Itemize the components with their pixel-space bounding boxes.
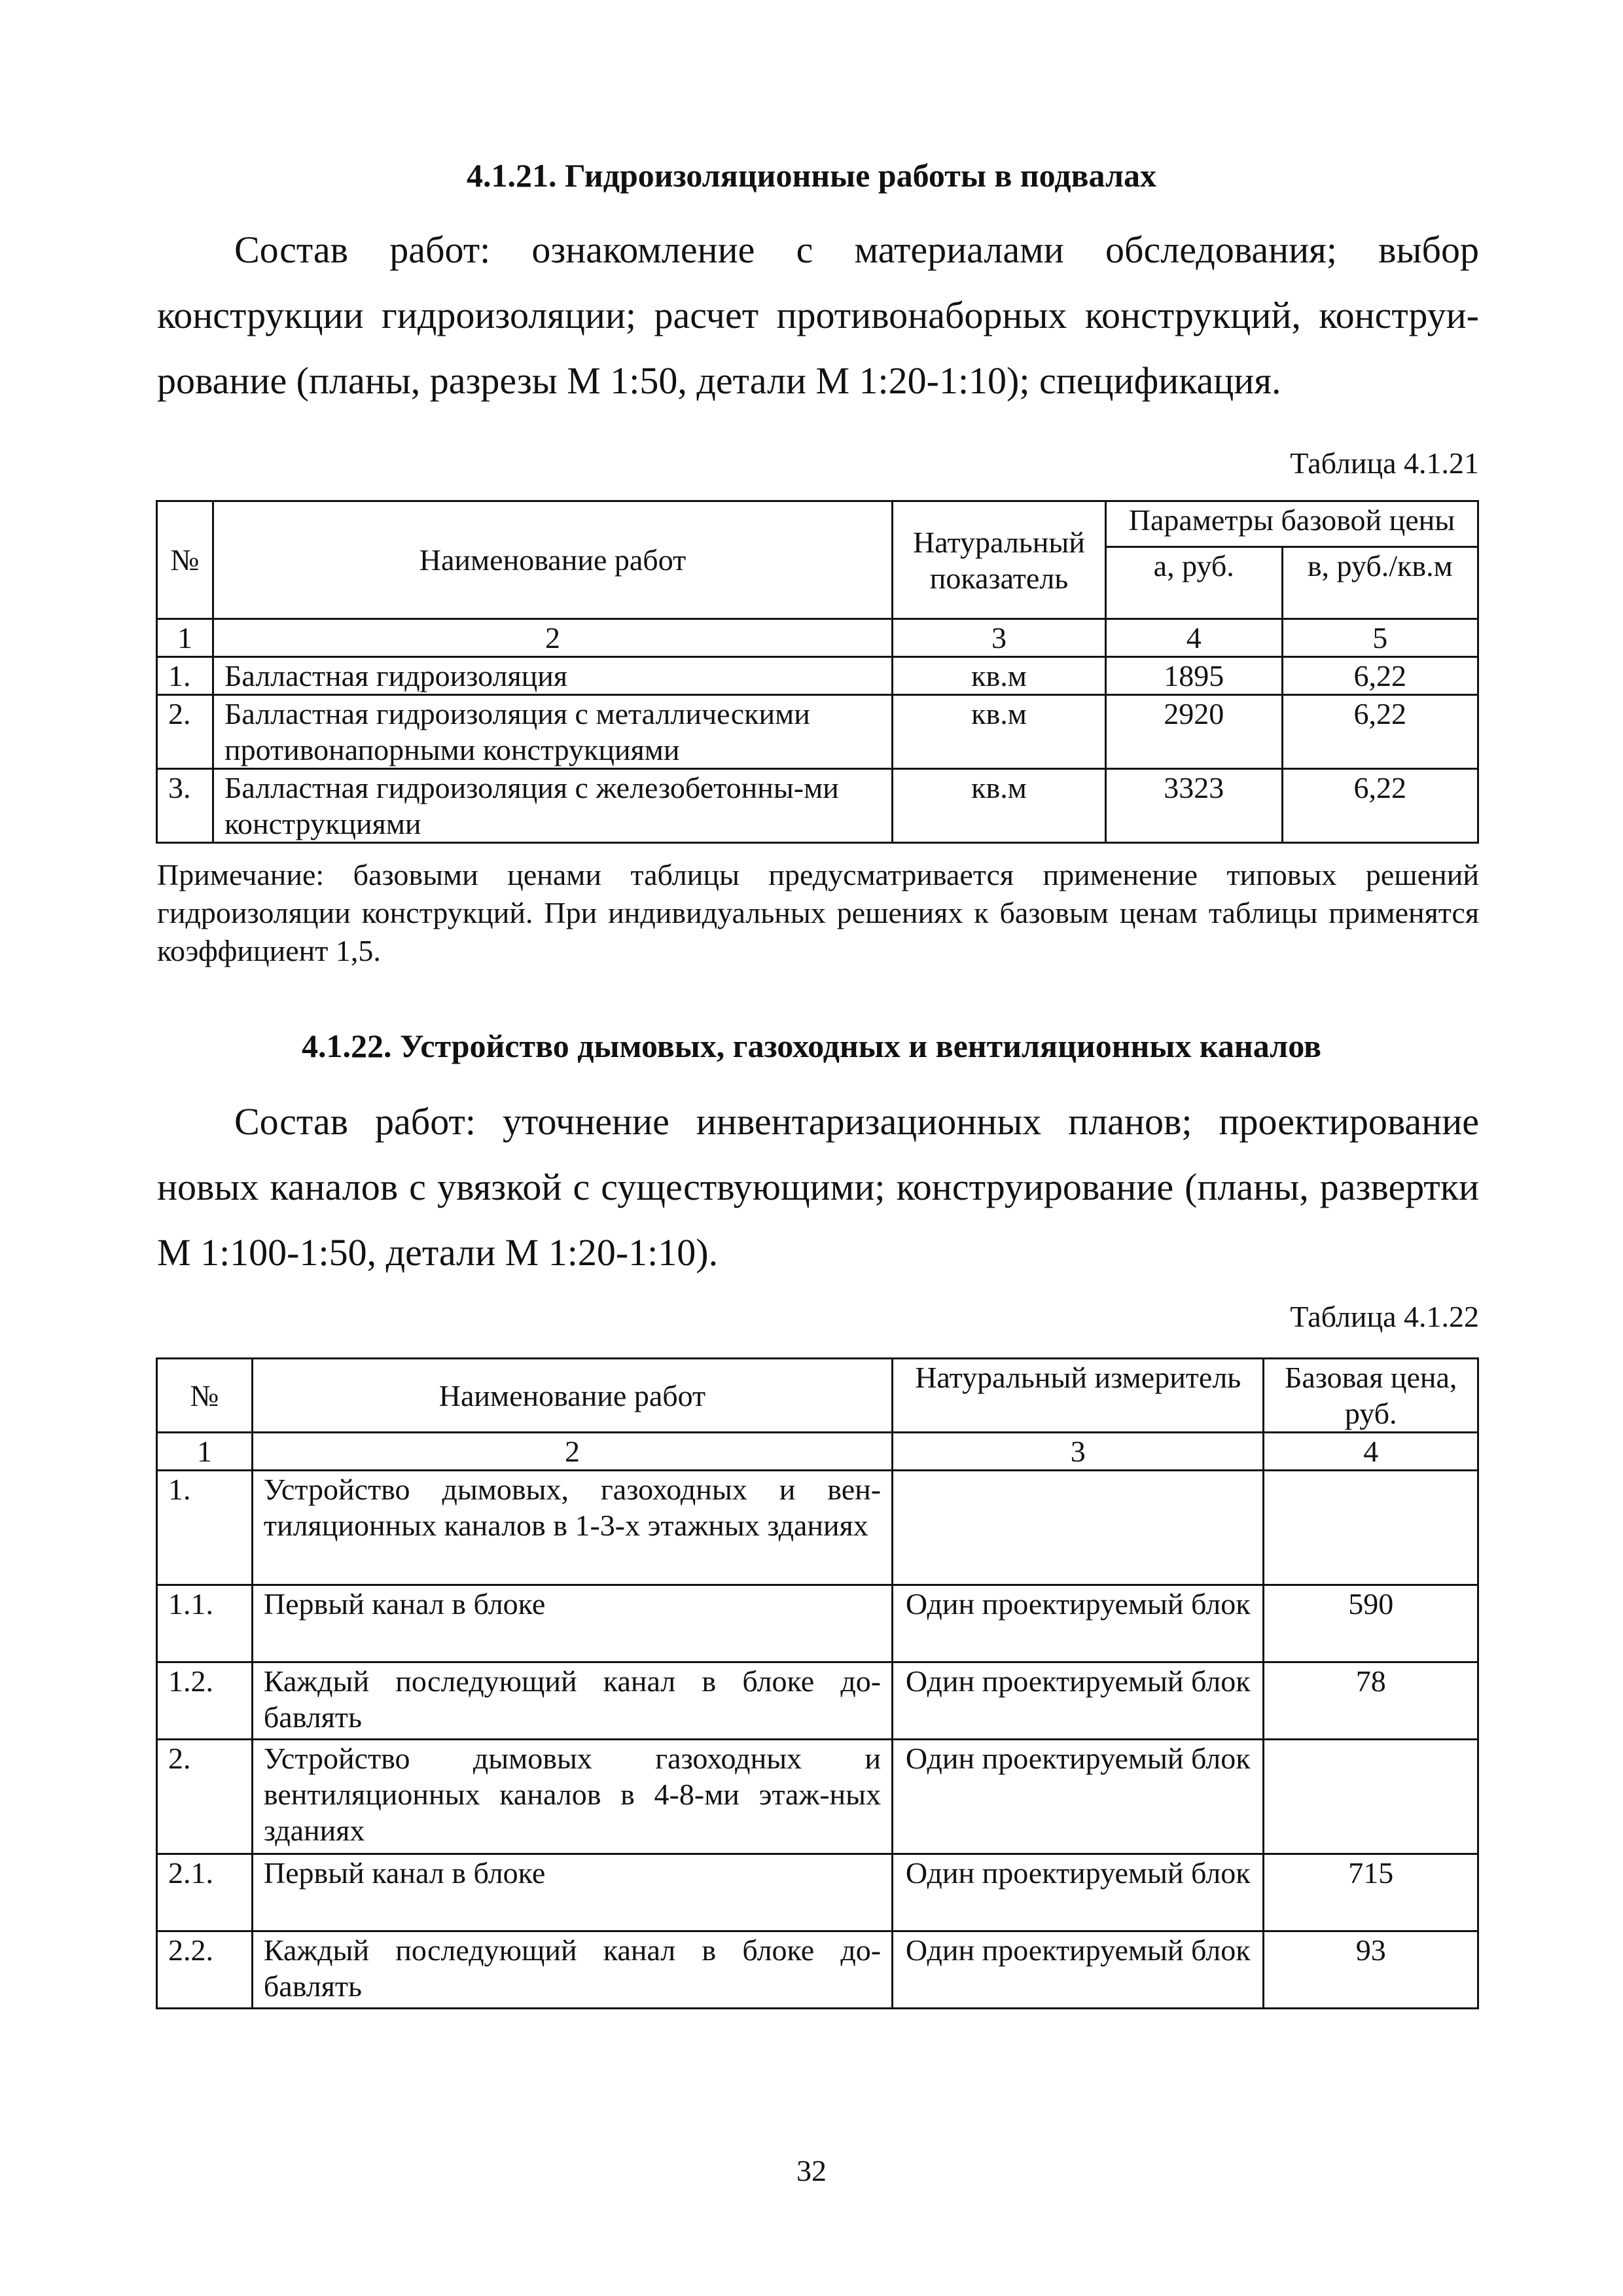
row-name: Первый канал в блоке xyxy=(252,1854,892,1931)
table-row xyxy=(157,1585,1478,1662)
table-row xyxy=(157,1740,1478,1854)
row-num: 3. xyxy=(157,769,213,843)
header-name: Наименование работ xyxy=(252,1359,892,1433)
col-number: 3 xyxy=(893,619,1106,657)
row-price: 590 xyxy=(1264,1585,1478,1662)
table-row xyxy=(157,1662,1478,1740)
row-name: Балластная гидроизоляция с металлическими противонапорными конструкциями xyxy=(213,695,892,769)
row-price xyxy=(1264,1471,1478,1585)
row-name: Балластная гидроизоляция xyxy=(213,657,892,695)
col-number: 5 xyxy=(1282,619,1478,657)
row-unit: Один проектируемый блок xyxy=(893,1931,1264,2009)
row-name: Балластная гидроизоляция с железобетонны-ми конструкциями xyxy=(213,769,892,843)
row-name: Каждый последующий канал в блоке до-бавлять xyxy=(252,1931,892,2009)
row-b: 6,22 xyxy=(1282,657,1478,695)
column-number-row xyxy=(157,1433,1478,1471)
col-number: 2 xyxy=(252,1433,892,1471)
section-2-text xyxy=(157,1089,1479,1285)
row-price: 78 xyxy=(1264,1662,1478,1740)
table-row xyxy=(157,695,1478,769)
row-unit: кв.м xyxy=(893,657,1106,695)
row-a: 2920 xyxy=(1105,695,1282,769)
row-unit: Один проектируемый блок xyxy=(893,1585,1264,1662)
table-caption-4-1-21: Таблица 4.1.21 xyxy=(1290,446,1479,480)
section-2-text-content: Состав работ: уточнение инвентаризационных планов; проектирование новых каналов с увязкой с существующими; конструирование (планы, развертки М 1:100-1:50, детали М 1:20-1:10). xyxy=(157,1100,1479,1274)
row-name: Первый канал в блоке xyxy=(252,1585,892,1662)
row-price xyxy=(1264,1740,1478,1854)
row-num: 1. xyxy=(157,1471,253,1585)
col-number: 3 xyxy=(893,1433,1264,1471)
row-num: 1.2. xyxy=(157,1662,253,1740)
row-unit: кв.м xyxy=(893,769,1106,843)
col-number: 4 xyxy=(1105,619,1282,657)
table-row xyxy=(157,769,1478,843)
section-heading-4-1-22: 4.1.22. Устройство дымовых, газоходных и вентиляционных каналов xyxy=(302,1028,1321,1064)
row-num: 2. xyxy=(157,1740,253,1854)
row-num: 1.1. xyxy=(157,1585,253,1662)
table-caption-4-1-22: Таблица 4.1.22 xyxy=(1290,1300,1479,1333)
table-row xyxy=(157,657,1478,695)
row-num: 2.1. xyxy=(157,1854,253,1931)
header-unit: Натуральный измеритель xyxy=(893,1359,1264,1433)
row-a: 3323 xyxy=(1105,769,1282,843)
row-a: 1895 xyxy=(1105,657,1282,695)
row-name: Устройство дымовых газоходных и вентиляционных каналов в 4-8-ми этаж-ных зданиях xyxy=(252,1740,892,1854)
section-heading-4-1-21: 4.1.21. Гидроизоляционные работы в подвалах xyxy=(466,157,1157,194)
col-number: 1 xyxy=(157,619,213,657)
col-number: 2 xyxy=(213,619,892,657)
page-number: 32 xyxy=(796,2154,827,2187)
header-name: Наименование работ xyxy=(213,501,892,619)
row-unit: кв.м xyxy=(893,695,1106,769)
col-number: 4 xyxy=(1264,1433,1478,1471)
row-unit xyxy=(893,1471,1264,1585)
row-num: 2. xyxy=(157,695,213,769)
row-price: 93 xyxy=(1264,1931,1478,2009)
section-1-text-content: Состав работ: ознакомление с материалами обследования; выбор конструкции гидроизоляции; расчет противонаборных конструкций, конструи-рование (планы, разрезы М 1:50, детали М 1:20-1:10); спецификация. xyxy=(157,228,1479,402)
section-1-text xyxy=(157,217,1479,414)
table-row xyxy=(157,1931,1478,2009)
table-4-1-22 xyxy=(156,1357,1479,2009)
row-num: 1. xyxy=(157,657,213,695)
row-unit: Один проектируемый блок xyxy=(893,1854,1264,1931)
row-price: 715 xyxy=(1264,1854,1478,1931)
header-b: в, руб./кв.м xyxy=(1282,547,1478,619)
header-num: № xyxy=(157,501,213,619)
row-b: 6,22 xyxy=(1282,695,1478,769)
table-note: Примечание: базовыми ценами таблицы предусматривается применение типовых решений гидроизоляции конструкций. При индивидуальных решениях к базовым ценам таблицы применятся коэффициент 1,5. xyxy=(157,858,1479,967)
col-number: 1 xyxy=(157,1433,253,1471)
row-name: Каждый последующий канал в блоке до-бавлять xyxy=(252,1662,892,1740)
column-number-row xyxy=(157,619,1478,657)
row-b: 6,22 xyxy=(1282,769,1478,843)
row-unit: Один проектируемый блок xyxy=(893,1662,1264,1740)
header-unit: Натуральный показатель xyxy=(893,501,1106,619)
table-row xyxy=(157,1854,1478,1931)
row-name: Устройство дымовых, газоходных и вен-тиляционных каналов в 1-3-х этажных зданиях xyxy=(252,1471,892,1585)
table-row xyxy=(157,1471,1478,1585)
header-a: а, руб. xyxy=(1105,547,1282,619)
table-4-1-21 xyxy=(156,500,1479,844)
header-num: № xyxy=(157,1359,253,1433)
row-num: 2.2. xyxy=(157,1931,253,2009)
header-params: Параметры базовой цены xyxy=(1105,501,1478,547)
row-unit: Один проектируемый блок xyxy=(893,1740,1264,1854)
header-price: Базовая цена, руб. xyxy=(1264,1359,1478,1433)
